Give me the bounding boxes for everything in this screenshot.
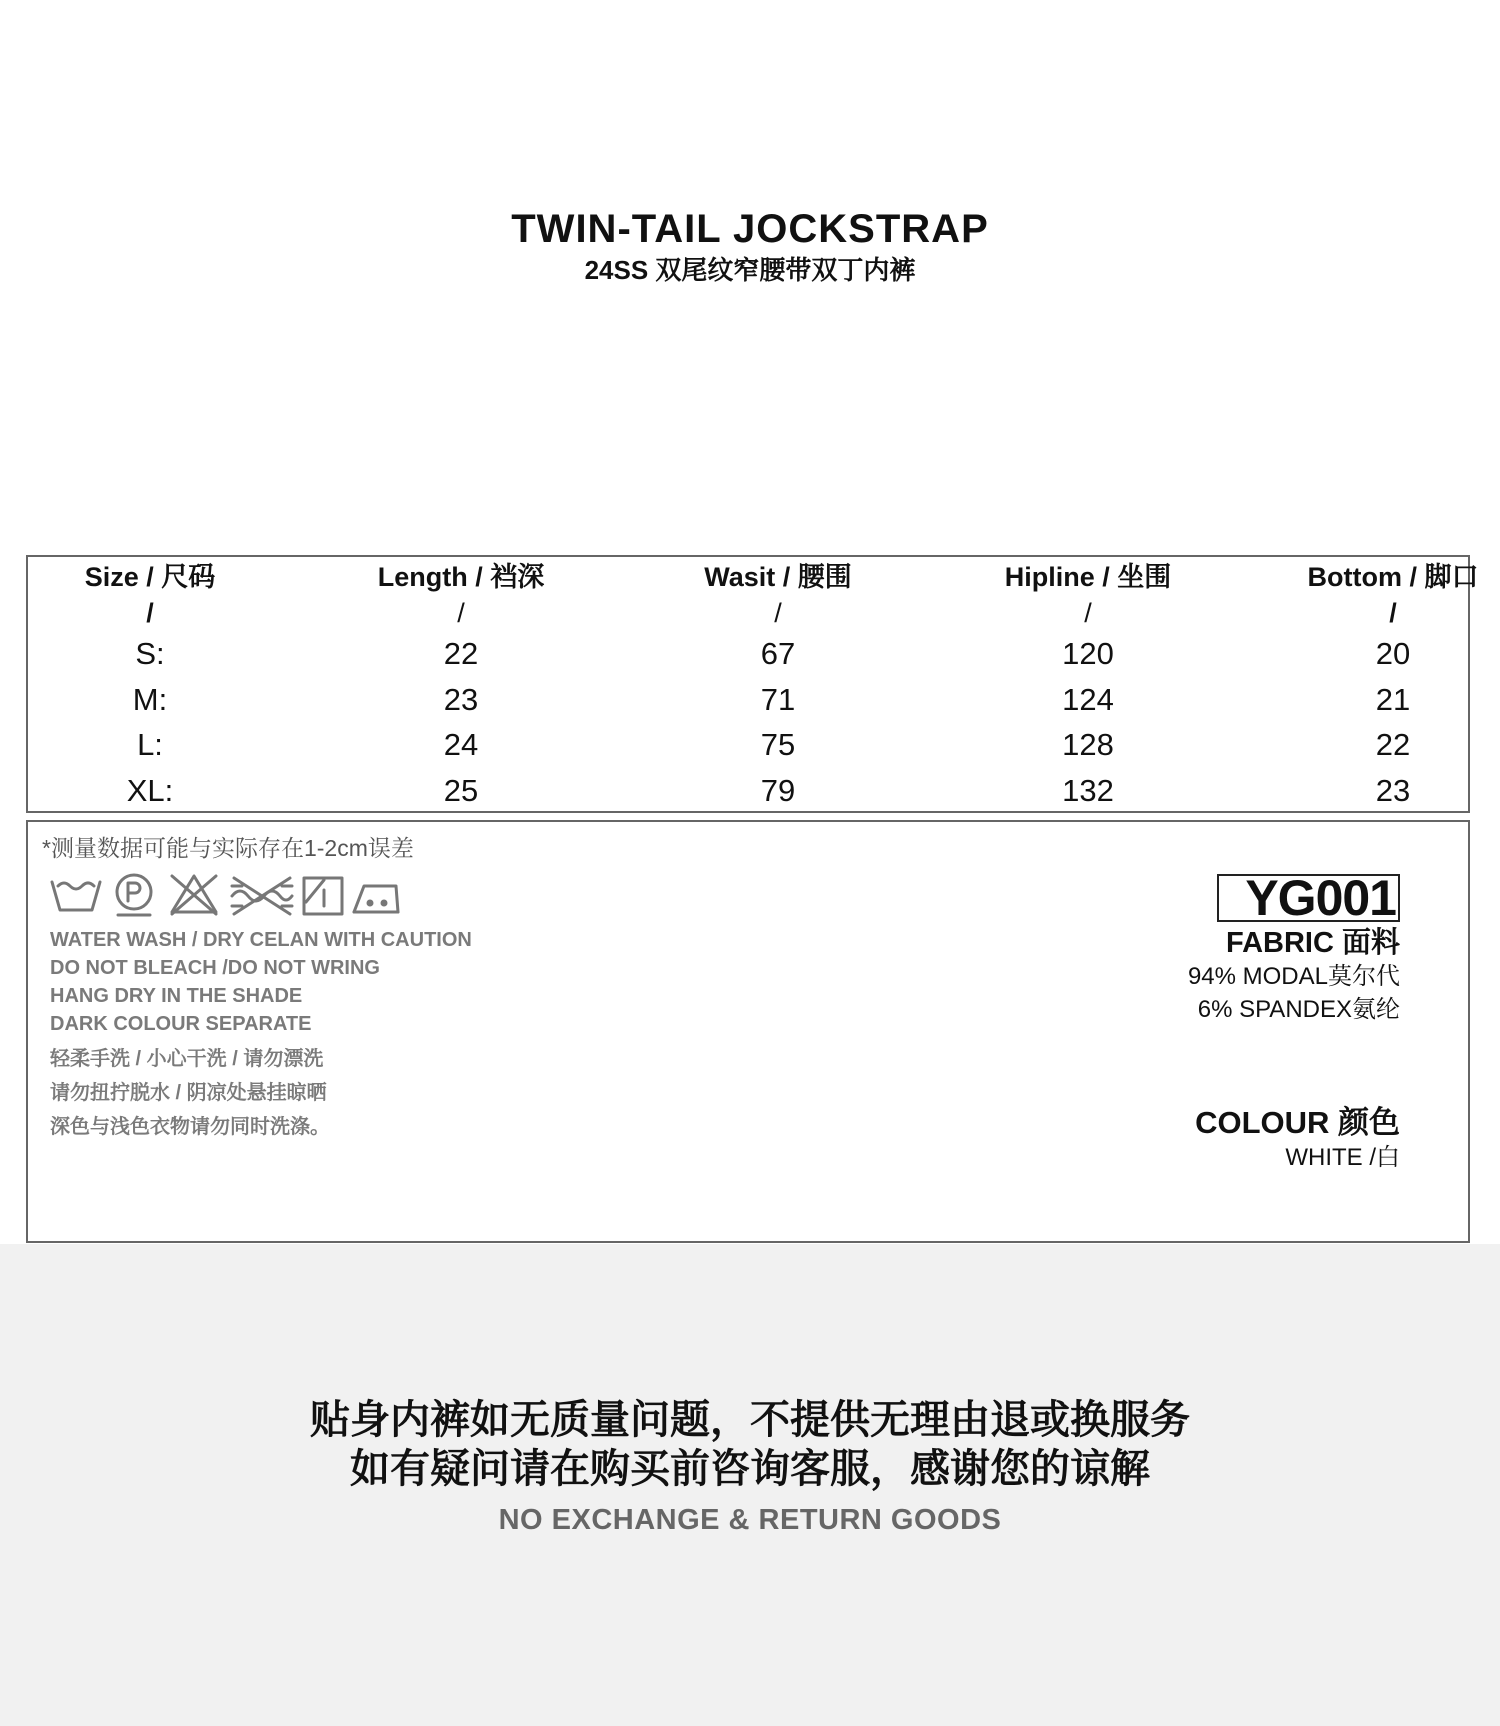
waist-cell: 67 — [760, 636, 796, 671]
product-info-box — [26, 820, 1470, 1243]
size-column — [0, 557, 300, 813]
product-subtitle: 24SS 双尾纹窄腰带双丁内裤 — [584, 255, 916, 285]
care-line-en: HANG DRY IN THE SHADE — [50, 985, 303, 1007]
length-cell: 22 — [443, 636, 479, 671]
colour-title: COLOUR 颜色 — [1195, 1105, 1400, 1140]
length-column — [311, 557, 611, 813]
policy-line-cn: 贴身内裤如无质量问题，不提供无理由退或换服务 — [310, 1398, 1190, 1442]
hipline-cell: 124 — [1062, 681, 1114, 717]
care-line-cn: 请勿扭拧脱水 / 阴凉处悬挂晾晒 — [50, 1082, 327, 1104]
length-cell: 24 — [443, 727, 479, 762]
size-cell: L: — [137, 727, 163, 762]
return-policy-section — [0, 1244, 1500, 1726]
column-slash: / — [1084, 598, 1092, 628]
care-instructions — [50, 926, 472, 1144]
bottom-column — [1243, 557, 1500, 813]
length-cell: 23 — [443, 681, 479, 717]
hipline-cell: 132 — [1062, 772, 1114, 808]
care-line-en: DARK COLOUR SEPARATE — [50, 1013, 312, 1035]
fabric-line: 6% SPANDEX氨纶 — [1197, 996, 1400, 1023]
fabric-colour-info — [1187, 870, 1400, 1174]
care-line-en: WATER WASH / DRY CELAN WITH CAUTION — [50, 929, 472, 951]
size-chart-table — [26, 555, 1479, 813]
care-line-cn: 深色与浅色衣物请勿同时洗涤。 — [50, 1116, 330, 1138]
hang-dry-shade-icon — [304, 878, 342, 914]
hipline-cell: 120 — [1062, 636, 1114, 671]
waist-cell: 75 — [760, 727, 796, 762]
size-cell: XL: — [126, 772, 174, 808]
care-line-cn: 轻柔手洗 / 小心干洗 / 请勿漂洗 — [50, 1048, 324, 1070]
policy-line-cn: 如有疑问请在购买前咨询客服，感谢您的谅解 — [350, 1447, 1150, 1491]
fabric-line: 94% MODAL莫尔代 — [1187, 963, 1400, 990]
column-slash: / — [146, 598, 154, 628]
waist-cell: 79 — [760, 772, 796, 808]
product-title: TWIN-TAIL JOCKSTRAP — [511, 207, 989, 251]
policy-line-en: NO EXCHANGE & RETURN GOODS — [498, 1504, 1002, 1536]
hipline-column — [938, 557, 1238, 813]
style-code: YG001 — [1217, 874, 1400, 922]
colour-value: WHITE /白 — [1285, 1144, 1400, 1171]
iron-icon — [354, 886, 398, 912]
no-bleach-icon — [172, 876, 216, 914]
column-slash: / — [1389, 598, 1397, 628]
page-header — [0, 205, 1500, 287]
size-cell: M: — [132, 681, 168, 717]
wash-tub-icon — [52, 882, 100, 910]
size-cell: S: — [135, 636, 165, 671]
bottom-cell: 23 — [1375, 772, 1411, 808]
column-slash: / — [457, 598, 465, 628]
column-slash: / — [774, 598, 782, 628]
column-header: Bottom / 脚口 — [1307, 562, 1479, 592]
care-line-en: DO NOT BLEACH /DO NOT WRING — [50, 957, 380, 979]
column-header: Size / 尺码 — [84, 562, 216, 592]
column-header: Length / 裆深 — [377, 562, 545, 592]
bottom-cell: 20 — [1375, 636, 1411, 671]
column-header: Hipline / 坐围 — [1004, 562, 1172, 592]
hipline-cell: 128 — [1062, 727, 1114, 762]
column-header: Wasit / 腰围 — [704, 562, 852, 592]
no-wring-icon — [232, 878, 292, 914]
waist-cell: 71 — [760, 681, 796, 717]
return-policy — [0, 1396, 1500, 1537]
care-icons-row — [48, 872, 438, 922]
bottom-cell: 21 — [1375, 681, 1411, 717]
bottom-cell: 22 — [1375, 727, 1411, 762]
waist-column — [628, 557, 928, 813]
measurement-note: *测量数据可能与实际存在1-2cm误差 — [42, 835, 414, 861]
dry-clean-p-icon — [117, 875, 151, 915]
length-cell: 25 — [443, 772, 479, 808]
fabric-title: FABRIC 面料 — [1225, 927, 1400, 959]
